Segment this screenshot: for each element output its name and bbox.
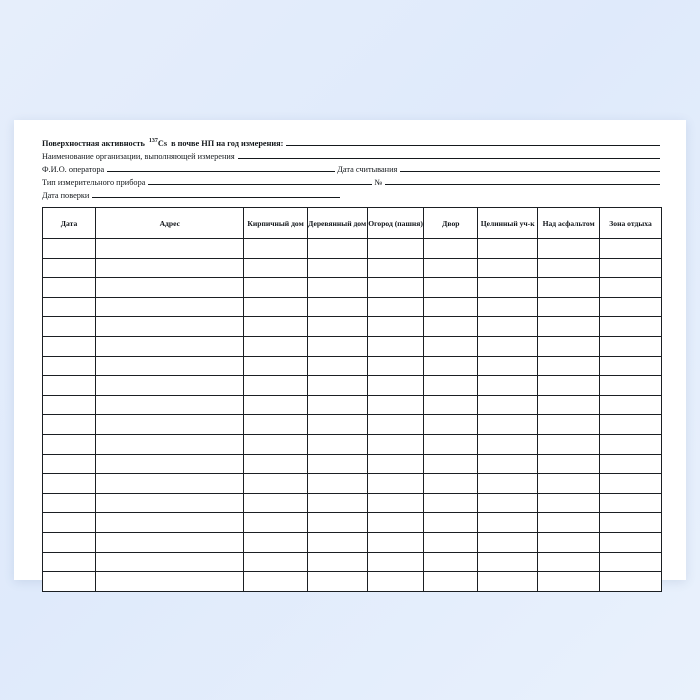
column-header-recreation-zone: Зона отдыха [600,208,662,239]
cell-brick[interactable] [244,297,307,317]
cell-brick[interactable] [244,454,307,474]
cell-virgin[interactable] [478,572,538,592]
surface-activity-fill-line[interactable] [286,137,660,146]
cell-wood[interactable] [307,513,367,533]
cell-wood[interactable] [307,572,367,592]
table-row [43,239,662,259]
cell-brick[interactable] [244,258,307,278]
read-date-fill-line[interactable] [400,163,660,172]
cell-rest[interactable] [600,415,662,435]
cell-rest[interactable] [600,297,662,317]
cell-date[interactable] [43,474,96,494]
cell-wood[interactable] [307,336,367,356]
table-row [43,258,662,278]
cell-garden[interactable] [367,395,424,415]
cell-virgin[interactable] [478,474,538,494]
cell-wood[interactable] [307,278,367,298]
header-line-organization [42,150,662,162]
operator-fill-line[interactable] [107,163,335,172]
cell-date[interactable] [43,552,96,572]
cell-brick[interactable] [244,474,307,494]
cell-rest[interactable] [600,376,662,396]
cell-virgin[interactable] [478,513,538,533]
cell-garden[interactable] [367,572,424,592]
cell-brick[interactable] [244,415,307,435]
cell-virgin[interactable] [478,454,538,474]
table-header-row [43,208,662,239]
cell-addr[interactable] [96,493,244,513]
organization-label: Наименование организации, выполняющей измерения [42,152,235,161]
cell-addr[interactable] [96,572,244,592]
cell-garden[interactable] [367,434,424,454]
cell-date[interactable] [43,356,96,376]
table-row [43,552,662,572]
operator-label: Ф.И.О. оператора [42,165,105,174]
document-sheet [14,120,686,580]
cell-rest[interactable] [600,532,662,552]
cell-addr[interactable] [96,532,244,552]
column-header-garden: Огород (пашня) [367,208,424,239]
device-number-fill-line[interactable] [385,176,660,185]
cell-addr[interactable] [96,297,244,317]
column-header-yard: Двор [424,208,478,239]
table-row [43,532,662,552]
cell-asph[interactable] [538,336,600,356]
cell-addr[interactable] [96,513,244,533]
table-row [43,454,662,474]
cell-yard[interactable] [424,474,478,494]
cell-yard[interactable] [424,317,478,337]
cell-asph[interactable] [538,572,600,592]
cell-asph[interactable] [538,532,600,552]
cell-addr[interactable] [96,454,244,474]
cell-yard[interactable] [424,356,478,376]
cell-brick[interactable] [244,239,307,259]
cell-garden[interactable] [367,474,424,494]
column-header-wooden-house: Деревянный дом [307,208,367,239]
cell-date[interactable] [43,434,96,454]
cell-asph[interactable] [538,317,600,337]
cell-virgin[interactable] [478,434,538,454]
cell-wood[interactable] [307,454,367,474]
cell-wood[interactable] [307,415,367,435]
cell-garden[interactable] [367,356,424,376]
cell-rest[interactable] [600,513,662,533]
cell-virgin[interactable] [478,239,538,259]
cell-yard[interactable] [424,572,478,592]
cell-garden[interactable] [367,278,424,298]
cell-virgin[interactable] [478,493,538,513]
cell-yard[interactable] [424,415,478,435]
table-row [43,513,662,533]
cell-brick[interactable] [244,572,307,592]
cell-asph[interactable] [538,474,600,494]
cell-wood[interactable] [307,297,367,317]
read-date-label: Дата считывания [337,165,398,174]
cell-date[interactable] [43,415,96,435]
device-type-label: Тип измерительного прибора [42,178,146,187]
cell-addr[interactable] [96,376,244,396]
isotope-symbol: Cs [157,139,168,148]
cell-brick[interactable] [244,493,307,513]
cell-addr[interactable] [96,434,244,454]
cell-addr[interactable] [96,239,244,259]
column-header-virgin-plot: Целинный уч-к [478,208,538,239]
cell-date[interactable] [43,572,96,592]
cell-virgin[interactable] [478,317,538,337]
cell-addr[interactable] [96,474,244,494]
cell-rest[interactable] [600,454,662,474]
cell-brick[interactable] [244,376,307,396]
cell-asph[interactable] [538,395,600,415]
cell-rest[interactable] [600,395,662,415]
cell-yard[interactable] [424,336,478,356]
cell-garden[interactable] [367,493,424,513]
cell-rest[interactable] [600,572,662,592]
cell-virgin[interactable] [478,415,538,435]
header-line-device [42,176,662,188]
cell-date[interactable] [43,376,96,396]
cell-yard[interactable] [424,434,478,454]
cell-virgin[interactable] [478,552,538,572]
cell-yard[interactable] [424,258,478,278]
cell-garden[interactable] [367,376,424,396]
table-body [43,239,662,592]
table-row [43,278,662,298]
cell-wood[interactable] [307,395,367,415]
table-row [43,356,662,376]
table-row [43,474,662,494]
cell-asph[interactable] [538,356,600,376]
table-row [43,415,662,435]
column-header-brick-house: Кирпичный дом [244,208,307,239]
cell-yard[interactable] [424,532,478,552]
isotope-label [149,138,167,149]
cell-date[interactable] [43,278,96,298]
cell-date[interactable] [43,493,96,513]
cell-rest[interactable] [600,336,662,356]
cell-asph[interactable] [538,258,600,278]
cell-rest[interactable] [600,552,662,572]
cell-date[interactable] [43,297,96,317]
cell-virgin[interactable] [478,376,538,396]
cell-date[interactable] [43,239,96,259]
cell-rest[interactable] [600,474,662,494]
cell-garden[interactable] [367,415,424,435]
cell-brick[interactable] [244,356,307,376]
cell-rest[interactable] [600,317,662,337]
device-number-label: № [374,178,383,187]
table-row [43,434,662,454]
table-header [43,208,662,239]
cell-addr[interactable] [96,317,244,337]
cell-asph[interactable] [538,415,600,435]
cell-virgin[interactable] [478,336,538,356]
cell-brick[interactable] [244,513,307,533]
cell-asph[interactable] [538,239,600,259]
cell-yard[interactable] [424,278,478,298]
cell-garden[interactable] [367,258,424,278]
table-row [43,395,662,415]
cell-wood[interactable] [307,474,367,494]
document-content [42,137,662,592]
measurements-table [42,207,662,592]
cell-virgin[interactable] [478,297,538,317]
cell-asph[interactable] [538,513,600,533]
cell-rest[interactable] [600,356,662,376]
cell-yard[interactable] [424,493,478,513]
cell-garden[interactable] [367,513,424,533]
cell-wood[interactable] [307,376,367,396]
cell-rest[interactable] [600,434,662,454]
column-header-over-asphalt: Над асфальтом [538,208,600,239]
cell-yard[interactable] [424,552,478,572]
cell-addr[interactable] [96,356,244,376]
cell-yard[interactable] [424,513,478,533]
cell-wood[interactable] [307,317,367,337]
cell-addr[interactable] [96,258,244,278]
cell-date[interactable] [43,317,96,337]
cell-yard[interactable] [424,454,478,474]
header-line-verification [42,189,662,201]
cell-asph[interactable] [538,454,600,474]
cell-asph[interactable] [538,552,600,572]
cell-asph[interactable] [538,434,600,454]
header-line-surface-activity [42,137,662,149]
table-row [43,572,662,592]
cell-virgin[interactable] [478,532,538,552]
column-header-date: Дата [43,208,96,239]
cell-date[interactable] [43,395,96,415]
cell-asph[interactable] [538,297,600,317]
device-type-fill-line[interactable] [148,176,372,185]
cell-brick[interactable] [244,336,307,356]
cell-yard[interactable] [424,297,478,317]
cell-addr[interactable] [96,552,244,572]
cell-brick[interactable] [244,434,307,454]
cell-brick[interactable] [244,552,307,572]
table-row [43,493,662,513]
cell-date[interactable] [43,336,96,356]
table-row [43,376,662,396]
cell-wood[interactable] [307,552,367,572]
cell-virgin[interactable] [478,258,538,278]
cell-addr[interactable] [96,278,244,298]
cell-virgin[interactable] [478,278,538,298]
cell-rest[interactable] [600,278,662,298]
cell-wood[interactable] [307,434,367,454]
cell-wood[interactable] [307,356,367,376]
cell-rest[interactable] [600,493,662,513]
cell-wood[interactable] [307,532,367,552]
verification-date-label: Дата поверки [42,191,90,200]
cell-addr[interactable] [96,336,244,356]
cell-wood[interactable] [307,239,367,259]
cell-brick[interactable] [244,278,307,298]
cell-garden[interactable] [367,532,424,552]
cell-asph[interactable] [538,376,600,396]
surface-activity-label: Поверхностная активность [42,139,145,148]
cell-date[interactable] [43,258,96,278]
cell-brick[interactable] [244,395,307,415]
cell-date[interactable] [43,454,96,474]
cell-asph[interactable] [538,493,600,513]
header-line-operator [42,163,662,175]
cell-date[interactable] [43,532,96,552]
cell-asph[interactable] [538,278,600,298]
cell-virgin[interactable] [478,395,538,415]
cell-garden[interactable] [367,297,424,317]
cell-rest[interactable] [600,258,662,278]
cell-yard[interactable] [424,239,478,259]
cell-garden[interactable] [367,317,424,337]
cell-yard[interactable] [424,376,478,396]
cell-garden[interactable] [367,552,424,572]
table-row [43,336,662,356]
organization-fill-line[interactable] [238,150,660,159]
cell-wood[interactable] [307,493,367,513]
column-header-address: Адрес [96,208,244,239]
cell-brick[interactable] [244,317,307,337]
verification-date-fill-line[interactable] [92,189,340,198]
cell-addr[interactable] [96,395,244,415]
cell-garden[interactable] [367,239,424,259]
cell-virgin[interactable] [478,356,538,376]
cell-wood[interactable] [307,258,367,278]
cell-rest[interactable] [600,239,662,259]
table-row [43,297,662,317]
cell-date[interactable] [43,513,96,533]
surface-activity-suffix: в почве НП на год измерения: [171,139,284,148]
cell-yard[interactable] [424,395,478,415]
isotope-mass-number: 137 [148,138,158,145]
table-row [43,317,662,337]
cell-brick[interactable] [244,532,307,552]
cell-garden[interactable] [367,336,424,356]
cell-garden[interactable] [367,454,424,474]
cell-addr[interactable] [96,415,244,435]
